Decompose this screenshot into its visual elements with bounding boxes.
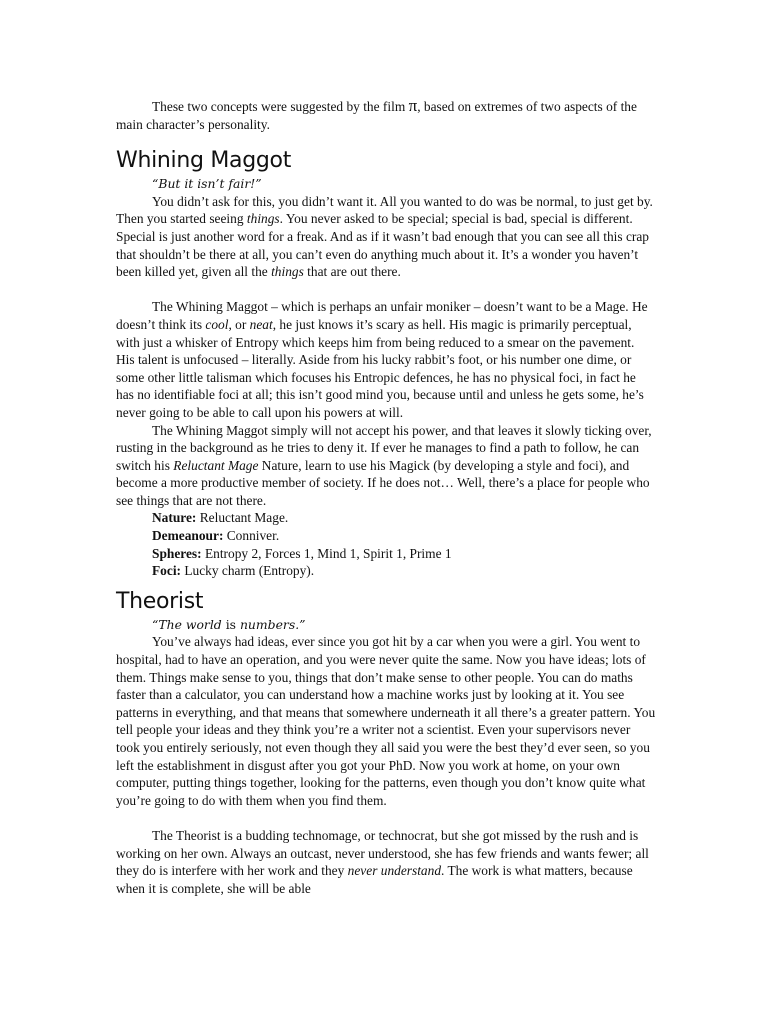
- stat-value: Entropy 2, Forces 1, Mind 1, Spirit 1, Prime 1: [201, 545, 452, 561]
- emphasis: things: [271, 264, 304, 280]
- pi-symbol: π: [408, 96, 418, 115]
- stat-demeanour: [116, 527, 656, 545]
- stat-label: Nature:: [152, 510, 197, 526]
- whining-paragraph-3: [116, 422, 656, 510]
- intro-text-end: , based on extremes of two aspects of the main character’s personality.: [116, 99, 637, 132]
- emphasis: cool: [205, 316, 229, 332]
- stat-value: Lucky charm (Entropy).: [181, 563, 315, 579]
- emphasis: never understand: [347, 863, 442, 879]
- stat-label: Foci:: [152, 563, 181, 579]
- stat-foci: [116, 562, 656, 580]
- heading-whining-maggot: Whining Maggot: [116, 148, 292, 174]
- paragraph-gap: [116, 809, 656, 827]
- text-run: The Theorist is a budding technomage, or technocrat, but she got missed by the rush and is working on her own. Always an outcast, never understood, she has few friends and wants fewer; all they do is interfere with her work and they: [116, 827, 649, 879]
- paragraph-gap: [116, 281, 656, 299]
- intro-text-start: These two concepts were suggested by the film: [152, 99, 409, 114]
- text-run: , or: [228, 316, 250, 332]
- text-run: numbers.”: [236, 616, 306, 632]
- emphasis: is: [225, 616, 237, 632]
- theorist-paragraph-1: You’ve always had ideas, ever since you got hit by a car when you were a girl. You went to hospital, had to have an operation, and you were never quite the same. Now you have ideas; lots of them. Things make sense to you, things that don’t make sense to other people. You can do maths faster than a calculator, you can understand how a machine works just by looking at it. You see patterns in everything, and that means that somewhere underneath it all there’s a greater pattern. You tell people your ideas and they think you’re a writer not a scientist. Even your supervisors never took you entirely seriously, not even though they all said you were the best they’d ever seen, so you left the establishment in disgust after you got your PhD. Now you work at home, on your own computer, putting things together, looking for the patterns, even though you don’t know quite what you’re going to do with them when you find them.: [116, 634, 656, 808]
- stat-spheres: [116, 545, 656, 563]
- stat-value: Conniver.: [223, 528, 280, 544]
- text-run: The Whining Maggot – which is perhaps an unfair moniker – doesn’t want to be a Mage. He doesn’t think its: [116, 299, 648, 332]
- document-page: [116, 98, 656, 897]
- text-run: that are out there.: [303, 264, 401, 280]
- theorist-paragraph-2: [116, 827, 656, 897]
- text-run: . You never asked to be special; special is bad, special is different. Special is just another word for a freak. And as if it wasn’t bad enough that you can see all this crap that shouldn’t be there at all, you can’t even do anything much about it. It’s a wonder you haven’t been killed yet, given all the: [116, 211, 649, 280]
- stat-label: Demeanour:: [152, 528, 224, 544]
- stat-nature: [116, 509, 656, 527]
- intro-paragraph: [116, 98, 656, 133]
- text-run: Nature, learn to use his Magick (by developing a style and foci), and become a more productive member of society. If he does not… Well, there’s a place for people who see things that are not there.: [116, 457, 650, 508]
- text-run: . The work is what matters, because when it is complete, she will be able: [116, 863, 633, 896]
- emphasis: things: [246, 211, 280, 227]
- stat-value: Reluctant Mage.: [196, 510, 289, 526]
- emphasis: neat: [249, 316, 273, 332]
- heading-theorist: Theorist: [116, 588, 204, 614]
- text-run: , he just knows it’s scary as hell. His magic is primarily perceptual, with just a whisker of Entropy which keeps him from being reduced to a smear on the pavement. His talent is unfocused – literally. Aside from his lucky rabbit’s foot, or his number one dime, or some other little talisman which focuses his Entropic defences, he has no physical foci, in fact he has no identifiable foci at all; this isn’t good mind you, because until and unless he gets some, he’s never going to be able to call upon his powers at will.: [116, 316, 644, 420]
- whining-paragraph-2: [116, 298, 656, 421]
- quote-theorist: [116, 616, 656, 634]
- emphasis: Reluctant Mage: [173, 457, 259, 473]
- whining-paragraph-1: [116, 193, 656, 281]
- text-run: “The world: [152, 616, 226, 632]
- text-run: The Whining Maggot simply will not accept his power, and that leaves it slowly ticking over, rusting in the background as he tries to deny it. If ever he manages to find a path to follow, he can switch his: [116, 422, 652, 473]
- quote-whining-maggot: “But it isn’t fair!”: [152, 176, 262, 192]
- text-run: You didn’t ask for this, you didn’t want it. All you wanted to do was be normal, to just get by. Then you started seeing: [116, 193, 653, 227]
- stat-label: Spheres:: [152, 545, 202, 561]
